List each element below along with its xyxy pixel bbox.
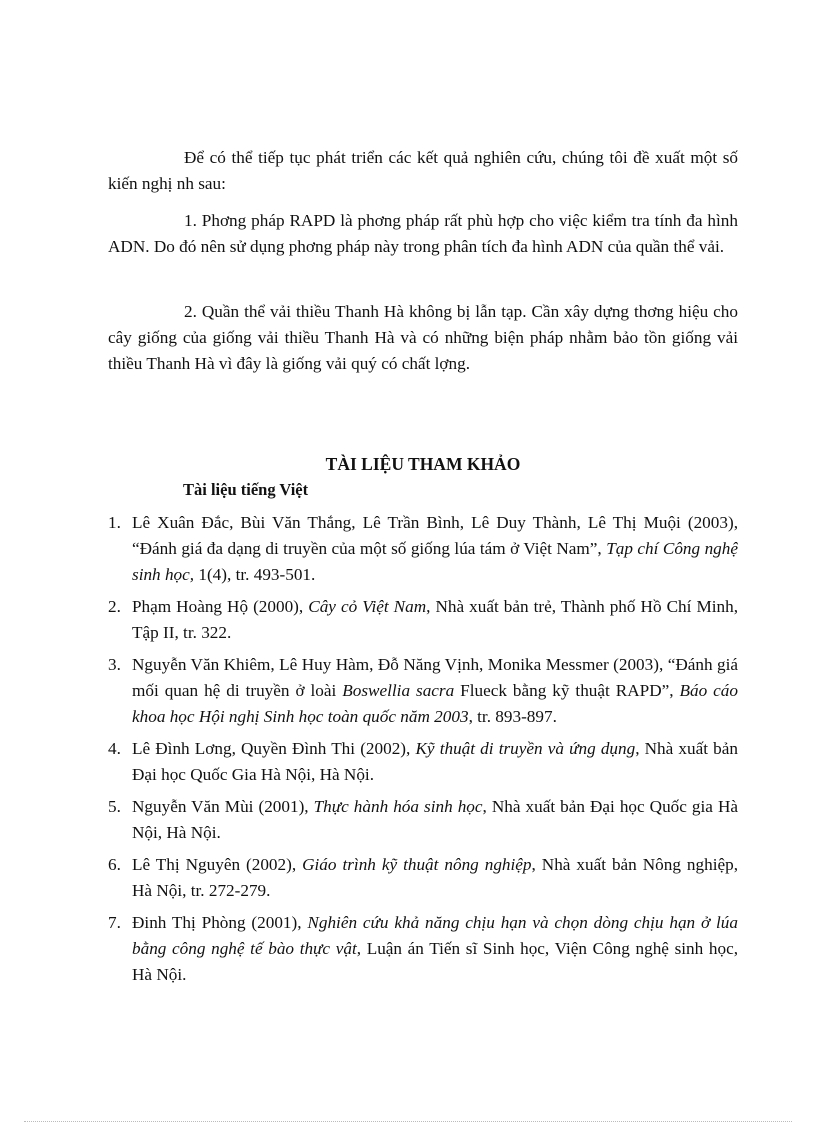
ref-book-title: Kỹ thuật di truyền và ứng dụng — [415, 739, 636, 758]
reference-item — [108, 510, 738, 588]
ref-part: , Nhà xuất bản Nông nghiệp, Hà Nội, tr. 272-279. — [132, 855, 738, 900]
reference-number: 5. — [108, 797, 121, 816]
reference-text — [132, 594, 738, 646]
references-subtitle: Tài liệu tiếng Việt — [183, 480, 309, 499]
reference-number: 3. — [108, 655, 121, 674]
ref-part: Flueck bằng kỹ thuật RAPD”, — [454, 681, 680, 700]
ref-part: , Nhà xuất bản Đại học Quốc Gia Hà Nội, Hà Nội. — [132, 739, 738, 784]
ref-part: , Nhà xuất bản trẻ, Thành phố Hồ Chí Minh, Tập II, tr. 322. — [132, 597, 738, 642]
ref-part: Phạm Hoàng Hộ (2000), — [132, 597, 309, 616]
reference-text — [132, 910, 738, 988]
reference-item — [108, 852, 738, 904]
ref-part: Lê Thị Nguyên (2002), — [132, 855, 303, 874]
ref-part: , Luận án Tiến sĩ Sinh học, Viện Công nghệ sinh học, Hà Nội. — [132, 939, 739, 984]
reference-text — [132, 652, 738, 730]
ref-species: Boswellia sacra — [342, 681, 455, 700]
reference-text — [132, 852, 738, 904]
reference-text — [132, 510, 738, 588]
reference-item — [108, 910, 738, 988]
reference-number: 7. — [108, 913, 121, 932]
ref-part: Đinh Thị Phòng (2001), — [132, 913, 308, 932]
reference-text — [132, 736, 738, 788]
ref-part: Nguyễn Văn Mùi (2001), — [132, 797, 314, 816]
reference-item — [108, 594, 738, 646]
page-edge-divider — [24, 1121, 792, 1122]
reference-number: 4. — [108, 739, 121, 758]
reference-number: 6. — [108, 855, 121, 874]
reference-item — [108, 652, 738, 730]
ref-proceedings: Báo cáo khoa học Hội nghị Sinh học toàn quốc năm 2003 — [132, 681, 738, 726]
ref-journal: Tạp chí Công nghệ sinh học, — [132, 539, 738, 584]
reference-item — [108, 794, 738, 846]
references-title: TÀI LIỆU THAM KHẢO — [325, 454, 521, 474]
intro-paragraph: Để có thể tiếp tục phát triển các kết quả nghiên cứu, chúng tôi đề xuất một số kiến nghị nh sau: — [108, 148, 738, 193]
reference-text — [132, 794, 738, 846]
ref-book-title: Thực hành hóa sinh học — [313, 797, 483, 816]
reference-item — [108, 736, 738, 788]
ref-book-title: Cây cỏ Việt Nam — [308, 597, 427, 616]
reference-number: 2. — [108, 597, 121, 616]
ref-part: Lê Xuân Đắc, Bùi Văn Thắng, Lê Trần Bình, Lê Duy Thành, Lê Thị Muội (2003), “Đánh giá đa dạng di truyền của một số giống lúa tám ở Việt Nam”, — [132, 513, 738, 558]
reference-number: 1. — [108, 513, 121, 532]
ref-thesis-title: Nghiên cứu khả năng chịu hạn và chọn dòng chịu hạn ở lúa bằng công nghệ tế bào thực vật — [132, 913, 738, 958]
recommendation-1: 1. Phơng pháp RAPD là phơng pháp rất phù hợp cho việc kiểm tra tính đa hình ADN. Do đó nên sử dụng phơng pháp này trong phân tích đa hình ADN của quần thể vải. — [108, 211, 738, 256]
ref-part: , tr. 893-897. — [468, 707, 557, 726]
recommendation-2: 2. Quần thể vải thiều Thanh Hà không bị lẫn tạp. Cần xây dựng thơng hiệu cho cây giống của giống vải thiều Thanh Hà và có những biện pháp nhằm bảo tồn giống vải thiều Thanh Hà vì đây là giống vải quý có chất lợng. — [108, 302, 738, 373]
ref-part: Nguyễn Văn Khiêm, Lê Huy Hàm, Đỗ Năng Vịnh, Monika Messmer (2003), “Đánh giá mối quan hệ di truyền ở loài — [132, 655, 738, 700]
reference-list — [108, 510, 738, 994]
ref-book-title: Giáo trình kỹ thuật nông nghiệp — [302, 855, 532, 874]
ref-part: , Nhà xuất bản Đại học Quốc gia Hà Nội, Hà Nội. — [132, 797, 738, 842]
ref-part: 1(4), tr. 493-501. — [194, 565, 316, 584]
ref-part: Lê Đình Lơng, Quyền Đình Thi (2002), — [132, 739, 416, 758]
